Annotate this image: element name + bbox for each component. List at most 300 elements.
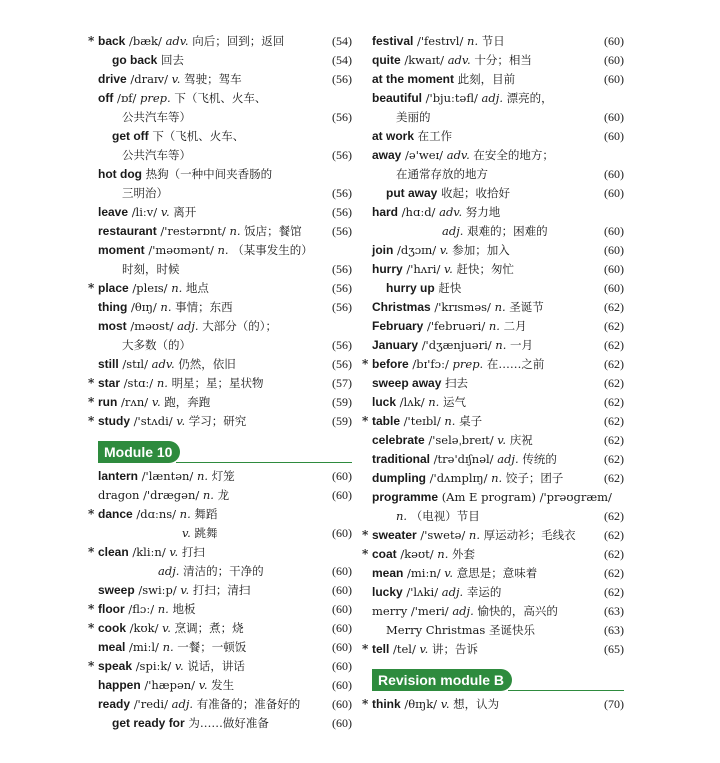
page-ref: (65) [604,642,624,656]
vocab-entry [372,241,624,260]
definition: 意思是；意味着 [456,566,538,580]
headword: traditional [372,452,431,466]
part-of-speech: v. [171,72,181,86]
part-of-speech: adv. [447,53,471,67]
key-word-star-icon: * [88,395,95,409]
phonetic: /'restərɒnt/ [160,224,226,238]
headword: quite [372,53,401,67]
definition: 下（飞机、火车、 [152,129,245,143]
vocab-entry [372,146,624,165]
headword: dance [98,507,133,521]
phonetic: /θɪŋ/ [130,300,157,314]
entry-text [372,431,533,450]
entry-text [98,505,217,524]
headword-plain: Merry Christmas [386,623,486,637]
definition: 向后；回到；返回 [192,34,285,48]
vocab-entry [372,184,624,203]
entry-text [98,355,236,374]
key-word-star-icon: * [362,547,369,561]
vocab-entry [98,146,352,165]
entry-text [372,564,537,583]
definition: 二月 [503,319,527,333]
key-word-star-icon: * [88,34,95,48]
headword: think [372,697,401,711]
vocab-entry [362,355,624,374]
entry-text [98,543,205,562]
part-of-speech: adj. [177,319,199,333]
page-ref: (62) [604,395,624,409]
definition: 外套 [452,547,475,561]
entry-text [372,317,527,336]
entry-text [386,279,461,298]
page-ref: (62) [604,357,624,371]
part-of-speech: n. [196,469,209,483]
vocab-entry [88,393,352,412]
headword: cook [98,621,127,635]
phonetic: /liːv/ [131,205,158,219]
headword: place [98,281,129,295]
definition: 在安全的地方； [473,148,554,162]
part-of-speech: n. [488,319,500,333]
page-ref: (60) [604,53,624,67]
phonetic: /flɔː/ [128,602,155,616]
page-ref: (62) [604,414,624,428]
vocab-entry [372,621,624,640]
part-of-speech: adv. [165,34,189,48]
entry-text [98,317,277,336]
headword: most [98,319,127,333]
entry-text [98,279,209,298]
definition: 在……之前 [486,357,545,371]
definition: 驾驶；驾车 [184,72,242,86]
vocab-entry [372,108,624,127]
entry-text [112,51,184,70]
entry-text [372,412,482,431]
headword: meal [98,640,126,654]
headword: ready [98,697,131,711]
part-of-speech: v. [151,395,161,409]
part-of-speech: v. [162,621,171,635]
key-word-star-icon: * [88,621,95,635]
page-ref: (60) [604,281,624,295]
phonetic: /'seləˌbreɪt/ [428,433,494,447]
vocab-entry [372,336,624,355]
part-of-speech: v. [444,566,454,580]
phonetic: /'hʌri/ [406,262,441,276]
vocab-entry [98,676,352,695]
phonetic: /'festɪvl/ [417,34,464,48]
phonetic: /'meri/ [410,604,449,618]
part-of-speech: adv. [446,148,470,162]
definition: 饭店；餐馆 [244,224,302,238]
definition: 庆祝 [509,433,533,447]
phonetic: /'lʌki/ [406,585,439,599]
headword: table [372,414,401,428]
module-rule [176,462,352,463]
page-ref: (56) [332,148,352,162]
phonetic: /trə'dɪʃnəl/ [433,452,494,466]
definition: 跑，奔跑 [164,395,211,409]
vocab-entry [362,545,624,564]
headword: coat [372,547,397,561]
definition: 地点 [185,281,209,295]
page-ref: (56) [332,110,352,124]
vocab-entry [98,714,352,733]
part-of-speech: n. [156,376,168,390]
entry-text [98,676,234,695]
headword: restaurant [98,224,157,238]
phonetic: /'swetə/ [420,528,466,542]
vocab-entry [98,486,352,505]
page-ref: (62) [604,452,624,466]
vocab-entry [98,70,352,89]
page-ref: (56) [332,72,352,86]
vocab-entry [362,412,624,431]
page-ref: (62) [604,547,624,561]
vocab-entry [98,562,352,581]
definition: 漂亮的， [506,91,553,105]
key-word-star-icon: * [88,602,95,616]
entry-text [98,203,196,222]
headword: beautiful [372,91,422,105]
entry-text [98,32,284,51]
part-of-speech: v. [497,433,507,447]
phonetic: /bɪ'fɔː/ [412,357,449,371]
definition: 事情；东西 [175,300,233,314]
part-of-speech: adj. [497,452,519,466]
definition: 讲；告诉 [431,642,478,656]
phonetic: /tel/ [393,642,416,656]
headword: join [372,243,394,257]
headword: go back [112,53,158,67]
page-ref: (59) [332,414,352,428]
definition: 饺子；团子 [505,471,564,485]
headword: dumpling [372,471,426,485]
headword: moment [98,243,145,257]
phonetic: /spiːk/ [135,659,172,673]
vocab-entry [88,505,352,524]
entry-text [372,602,558,621]
entry-text [372,336,533,355]
headword: study [98,414,131,428]
key-word-star-icon: * [88,281,95,295]
phonetic: /rʌn/ [121,395,149,409]
headword: January [372,338,419,352]
phonetic: /stɪl/ [122,357,148,371]
entry-text [396,108,431,127]
page-ref: (62) [604,528,624,542]
definition: 公共汽车等） [122,110,191,124]
definition: 运气 [442,395,466,409]
page-ref: (56) [332,224,352,238]
vocab-entry [98,203,352,222]
page-ref: (60) [332,640,352,654]
definition: 收起；收拾好 [441,186,511,200]
page-ref: (60) [604,186,624,200]
page-ref: (60) [332,697,352,711]
vocab-entry [372,488,624,507]
entry-text [386,621,535,640]
page-ref: (60) [604,167,624,181]
entry-text [98,467,235,486]
headword: celebrate [372,433,425,447]
phonetic: /kəʊt/ [400,547,434,561]
page-ref: (56) [332,262,352,276]
part-of-speech: n. [437,547,449,561]
definition: （某事发生的） [232,243,313,257]
page-ref: (59) [332,395,352,409]
headword: hot dog [98,167,142,181]
headword: leave [98,205,129,219]
phonetic: /məʊst/ [130,319,174,333]
part-of-speech: v. [440,697,450,711]
part-of-speech: adj. [442,224,464,238]
entry-text [98,70,242,89]
definition: 赶快；匆忙 [456,262,514,276]
part-of-speech: n. [468,528,480,542]
page-ref: (60) [604,34,624,48]
part-of-speech: v. [180,583,190,597]
definition: 下（飞机、火车、 [174,91,267,105]
vocab-entry [98,317,352,336]
vocab-entry [372,431,624,450]
headword: away [372,148,402,162]
definition: 学习；研究 [188,414,247,428]
page-ref: (54) [332,34,352,48]
part-of-speech: n. [428,395,440,409]
page-ref: (60) [332,621,352,635]
phonetic: /'hæpən/ [144,678,196,692]
phonetic: /'dʒænjuəri/ [421,338,492,352]
entry-text [122,108,191,127]
headword: speak [98,659,133,673]
part-of-speech: n. [202,488,214,502]
vocab-entry [98,241,352,260]
part-of-speech: v. [439,243,449,257]
key-word-star-icon: * [88,659,95,673]
vocab-entry [98,355,352,374]
vocab-entry [98,336,352,355]
definition: 大部分（的）； [202,319,277,333]
part-of-speech: n. [444,414,456,428]
definition: 想，认为 [453,697,500,711]
page-ref: (62) [604,300,624,314]
entry-text [372,488,612,507]
phonetic: (Am E program) /'prəʊɡræm/ [441,490,612,504]
vocab-entry [98,298,352,317]
headword: sweater [372,528,417,542]
definition: 公共汽车等） [122,148,191,162]
vocab-entry [88,32,352,51]
entry-text [158,562,264,581]
phonetic: /lʌk/ [399,395,425,409]
vocab-entry [372,260,624,279]
vocab-entry [372,222,624,241]
entry-text [98,298,233,317]
definition: 有准备的；准备好的 [196,697,301,711]
vocab-entry [362,695,624,714]
entry-text [372,298,544,317]
headword: get off [112,129,149,143]
part-of-speech: adj. [452,604,474,618]
phonetic: /'redi/ [133,697,168,711]
entry-text [372,146,554,165]
key-word-star-icon: * [362,697,369,711]
entry-text [372,260,514,279]
entry-text [98,241,313,260]
part-of-speech: prep. [452,357,484,371]
definition: 一餐；一顿饭 [177,640,247,654]
headword-plain: merry [372,604,408,618]
definition: 圣诞快乐 [488,623,535,637]
part-of-speech: n. [495,338,507,352]
headword: mean [372,566,404,580]
vocab-entry [372,32,624,51]
vocab-entry [372,583,624,602]
page-ref: (62) [604,471,624,485]
entry-text [372,583,501,602]
vocab-entry [98,638,352,657]
vocab-entry [372,279,624,298]
page-ref: (60) [332,716,352,730]
headword: hurry [372,262,403,276]
page-ref: (60) [604,110,624,124]
definition: 此刻，目前 [457,72,516,86]
page-ref: (60) [332,678,352,692]
definition: 赶快 [438,281,462,295]
definition: 在通常存放的地方 [396,167,488,181]
definition: 幸运的 [466,585,502,599]
entry-text [396,507,480,526]
phonetic: /stɑː/ [123,376,154,390]
headword: off [98,91,114,105]
entry-text [372,70,515,89]
right-column [362,32,624,714]
vocab-entry [98,260,352,279]
phonetic: /miːl/ [129,640,159,654]
phonetic: /'læntən/ [141,469,194,483]
key-word-star-icon: * [88,414,95,428]
page-ref: (62) [604,585,624,599]
entry-text [122,336,191,355]
vocab-entry [372,203,624,222]
phonetic: /hɑːd/ [401,205,436,219]
entry-text [98,89,266,108]
left-column [88,32,352,733]
vocab-entry [372,127,624,146]
vocab-entry [372,469,624,488]
definition: 三明治） [122,186,168,200]
key-word-star-icon: * [362,414,369,428]
vocab-entry [88,600,352,619]
headword: run [98,395,118,409]
entry-text [122,184,168,203]
vocab-entry [88,279,352,298]
definition: 厚运动衫；毛线衣 [483,528,576,542]
headword: lantern [98,469,139,483]
key-word-star-icon: * [88,507,95,521]
entry-text [372,203,500,222]
key-word-star-icon: * [362,528,369,542]
vocab-entry [362,640,624,659]
headword: hard [372,205,399,219]
vocab-entry [98,108,352,127]
page-ref: (60) [604,262,624,276]
vocab-entry [98,184,352,203]
page-ref: (60) [332,526,352,540]
definition: 跳舞 [194,526,218,540]
headword-plain: dragon [98,488,140,502]
page-ref: (63) [604,604,624,618]
page-ref: (60) [332,602,352,616]
headword: before [372,357,409,371]
definition: 地板 [172,602,196,616]
page-ref: (60) [332,659,352,673]
vocab-entry [372,89,624,108]
phonetic: /dʒɔɪn/ [396,243,437,257]
definition: 愉快的，高兴的 [477,604,558,618]
page-ref: (60) [332,564,352,578]
part-of-speech: n. [157,602,169,616]
definition: 为……做好准备 [188,716,269,730]
page-ref: (62) [604,338,624,352]
definition: 打扫；清扫 [192,583,251,597]
vocab-entry [98,222,352,241]
part-of-speech: v. [198,678,208,692]
vocab-entry [98,524,352,543]
vocab-entry [98,127,352,146]
definition: 热狗（一种中间夹香肠的 [145,167,273,181]
headword: star [98,376,121,390]
entry-text [98,165,272,184]
key-word-star-icon: * [88,376,95,390]
definition: 灯笼 [211,469,235,483]
part-of-speech: n. [162,640,174,654]
phonetic: /'məʊmənt/ [148,243,214,257]
headword: still [98,357,119,371]
definition: 离开 [173,205,197,219]
vocab-entry [372,393,624,412]
definition: 说话，讲话 [187,659,245,673]
headword: February [372,319,424,333]
page-ref: (60) [332,469,352,483]
definition: 舞蹈 [194,507,218,521]
part-of-speech: prep. [140,91,171,105]
definition: 一月 [510,338,533,352]
headword: programme [372,490,439,504]
definition: 圣诞节 [509,300,544,314]
definition: 回去 [161,53,185,67]
vocab-entry [372,374,624,393]
headword: at the moment [372,72,455,86]
key-word-star-icon: * [362,357,369,371]
headword: drive [98,72,127,86]
page-ref: (57) [332,376,352,390]
entry-text [112,714,269,733]
entry-text [372,469,563,488]
definition: 明星；星；星状物 [171,376,264,390]
definition: 龙 [217,488,230,502]
entry-text [98,486,229,505]
headword: at work [372,129,415,143]
part-of-speech: n. [467,34,479,48]
entry-text [98,222,302,241]
page-ref: (60) [604,129,624,143]
headword: happen [98,678,141,692]
entry-text [372,526,576,545]
page-ref: (62) [604,433,624,447]
phonetic: /ə'weɪ/ [405,148,444,162]
